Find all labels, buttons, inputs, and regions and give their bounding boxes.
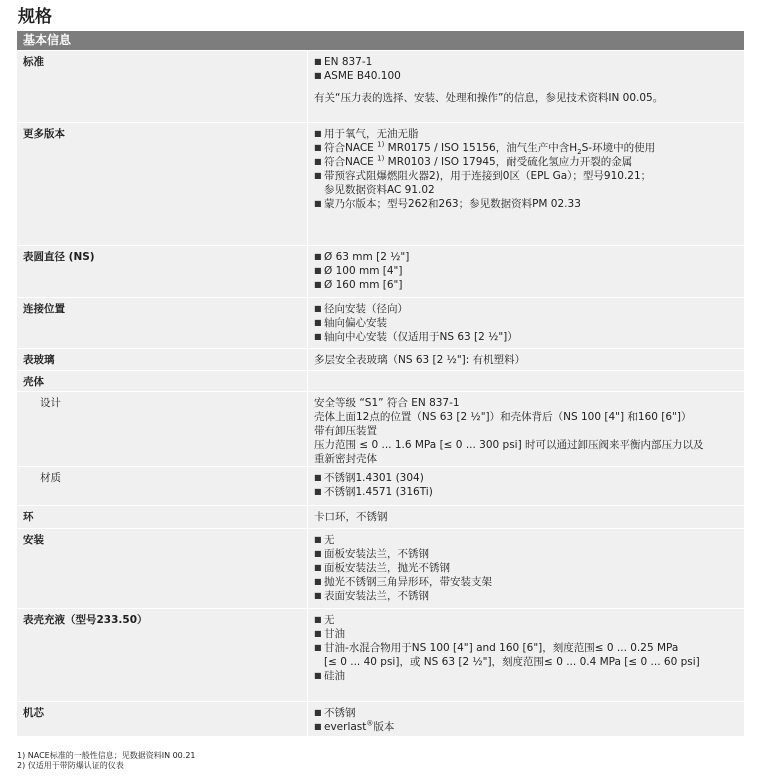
bullet-icon: ■ xyxy=(314,549,322,558)
row-value: 多层安全表玻璃（NS 63 [2 ½"]: 有机塑料） xyxy=(308,349,744,370)
list-item: ■ 不锈钢1.4301 (304) xyxy=(314,472,424,484)
list-item: ■ 抛光不锈钢三角异形环，带安装支架 xyxy=(314,576,492,588)
list-item: ■ 无 xyxy=(314,534,335,546)
row-versions xyxy=(17,123,744,246)
bullet-icon: ■ xyxy=(314,280,322,289)
row-label: 标准 xyxy=(17,51,307,122)
list-item: ■ ASME B40.100 xyxy=(314,70,401,82)
list-item: ■ Ø 160 mm [6"] xyxy=(314,279,403,291)
row-value xyxy=(308,529,744,608)
list-item: ■ 面板安装法兰，不锈钢 xyxy=(314,548,429,560)
bullet-icon: ■ xyxy=(314,629,322,638)
row-movement xyxy=(17,702,744,737)
list-item: ■ Ø 63 mm [2 ½"] xyxy=(314,251,410,263)
bullet-icon: ■ xyxy=(314,332,322,341)
list-item: ■ everlast®版本 xyxy=(314,719,395,733)
bullet-icon: ■ xyxy=(314,615,322,624)
row-value xyxy=(308,123,744,245)
row-value xyxy=(308,702,744,736)
list-item: ■ 蒙乃尔版本；型号262和263；参见数据资料PM 02.33 xyxy=(314,198,581,210)
row-label: 表圆直径 (NS) xyxy=(17,246,307,297)
bullet-icon: ■ xyxy=(314,473,322,482)
bullet-icon: ■ xyxy=(314,71,322,80)
page-title: 规格 xyxy=(18,7,52,27)
bullet-icon: ■ xyxy=(314,252,322,261)
row-case-material xyxy=(17,467,744,506)
row-label: 表玻璃 xyxy=(17,349,307,370)
row-label: 安装 xyxy=(17,529,307,608)
row-sublabel: 设计 xyxy=(17,392,307,466)
list-item: ■ 硅油 xyxy=(314,670,345,682)
row-case-design xyxy=(17,392,744,467)
row-window xyxy=(17,349,744,371)
row-label: 机芯 xyxy=(17,702,307,736)
list-item: ■ 不锈钢 xyxy=(314,707,356,719)
row-label: 表壳充液（型号233.50） xyxy=(17,609,307,701)
bullet-icon: ■ xyxy=(314,266,322,275)
row-case xyxy=(17,371,744,392)
bullet-icon: ■ xyxy=(314,157,322,166)
footnotes xyxy=(17,751,196,771)
bullet-icon: ■ xyxy=(314,708,322,717)
row-label: 连接位置 xyxy=(17,298,307,348)
list-item: ■ 径向安装（径向） xyxy=(314,303,408,315)
list-item: ■ 用于氧气，无油无脂 xyxy=(314,128,419,140)
list-item: ■ 轴向中心安装（仅适用于NS 63 [2 ½"]） xyxy=(314,331,518,343)
list-item: ■ 甘油-水混合物用于NS 100 [4"] and 160 [6"]，刻度范围≤ 0 ... 0.25 MPa [≤ 0 ... 40 psi]，或 NS 63 [2 ½"]，刻度范围≤ 0 ... 0.4 MPa [≤ 0 ... 60 psi] xyxy=(314,642,700,668)
list-item: ■ 不锈钢1.4571 (316Ti) xyxy=(314,486,433,498)
bullet-icon: ■ xyxy=(314,563,322,572)
list-item: ■ 轴向偏心安装 xyxy=(314,317,387,329)
bullet-icon: ■ xyxy=(314,304,322,313)
row-value xyxy=(308,298,744,348)
row-value xyxy=(308,467,744,505)
bullet-icon: ■ xyxy=(314,722,322,731)
footnote-2: 2) 仅适用于带防爆认证的仪表 xyxy=(17,761,124,770)
row-value: 卡口环，不锈钢 xyxy=(308,506,744,528)
row-label: 壳体 xyxy=(17,371,307,391)
row-label: 环 xyxy=(17,506,307,528)
row-nominal-size xyxy=(17,246,744,298)
spec-table xyxy=(17,51,744,737)
list-item: ■ 甘油 xyxy=(314,628,345,640)
bullet-icon: ■ xyxy=(314,643,322,652)
row-note: 有关“压力表的选择、安装、处理和操作”的信息，参见技术资料IN 00.05。 xyxy=(314,92,664,104)
row-value xyxy=(308,51,744,122)
bullet-icon: ■ xyxy=(314,577,322,586)
list-item: ■ 面板安装法兰，抛光不锈钢 xyxy=(314,562,450,574)
row-mounting xyxy=(17,529,744,609)
bullet-icon: ■ xyxy=(314,57,322,66)
bullet-icon: ■ xyxy=(314,318,322,327)
bullet-icon: ■ xyxy=(314,487,322,496)
bullet-icon: ■ xyxy=(314,143,322,152)
list-item: ■ Ø 100 mm [4"] xyxy=(314,265,403,277)
bullet-icon: ■ xyxy=(314,129,322,138)
row-value xyxy=(308,371,744,391)
row-label: 更多版本 xyxy=(17,123,307,245)
bullet-icon: ■ xyxy=(314,199,322,208)
section-header: 基本信息 xyxy=(17,31,744,50)
bullet-icon: ■ xyxy=(314,591,322,600)
row-value xyxy=(308,609,744,701)
row-standard xyxy=(17,51,744,123)
list-item: ■ 符合NACE $^{1)}$ MR0175 / ISO 15156，油气生产中含$H_2S-$环境中的使用 xyxy=(314,140,656,157)
list-item: ■ 带预容式阻爆燃阻火器2)，用于连接到0区（EPL Ga）；型号910.21； 参见数据资料AC 91.02 xyxy=(314,170,652,196)
bullet-icon: ■ xyxy=(314,671,322,680)
list-item: ■ 无 xyxy=(314,614,335,626)
bullet-icon: ■ xyxy=(314,171,322,180)
row-value xyxy=(308,246,744,297)
row-value: 安全等级 “S1” 符合 EN 837-1 壳体上面12点的位置（NS 63 [2 ½"]）和壳体背后（NS 100 [4"] 和160 [6"]） 带有卸压装置 压力范围 ≤ 0 ... 1.6 MPa [≤ 0 ... 300 psi] 时可以通过卸压阀来平衡内部压力以及 重新密封壳体 xyxy=(308,392,744,466)
footnote-1: 1) NACE标准的一般性信息；见数据资料IN 00.21 xyxy=(17,751,196,760)
row-filling xyxy=(17,609,744,702)
row-sublabel: 材质 xyxy=(17,467,307,505)
row-connection xyxy=(17,298,744,349)
list-item: ■ EN 837-1 xyxy=(314,56,373,68)
list-item: ■ 符合NACE $^{1)}$ MR0103 / ISO 17945，耐受硫化氢应力开裂的金属 xyxy=(314,154,633,168)
bullet-icon: ■ xyxy=(314,535,322,544)
list-item: ■ 表面安装法兰，不锈钢 xyxy=(314,590,429,602)
row-ring xyxy=(17,506,744,529)
